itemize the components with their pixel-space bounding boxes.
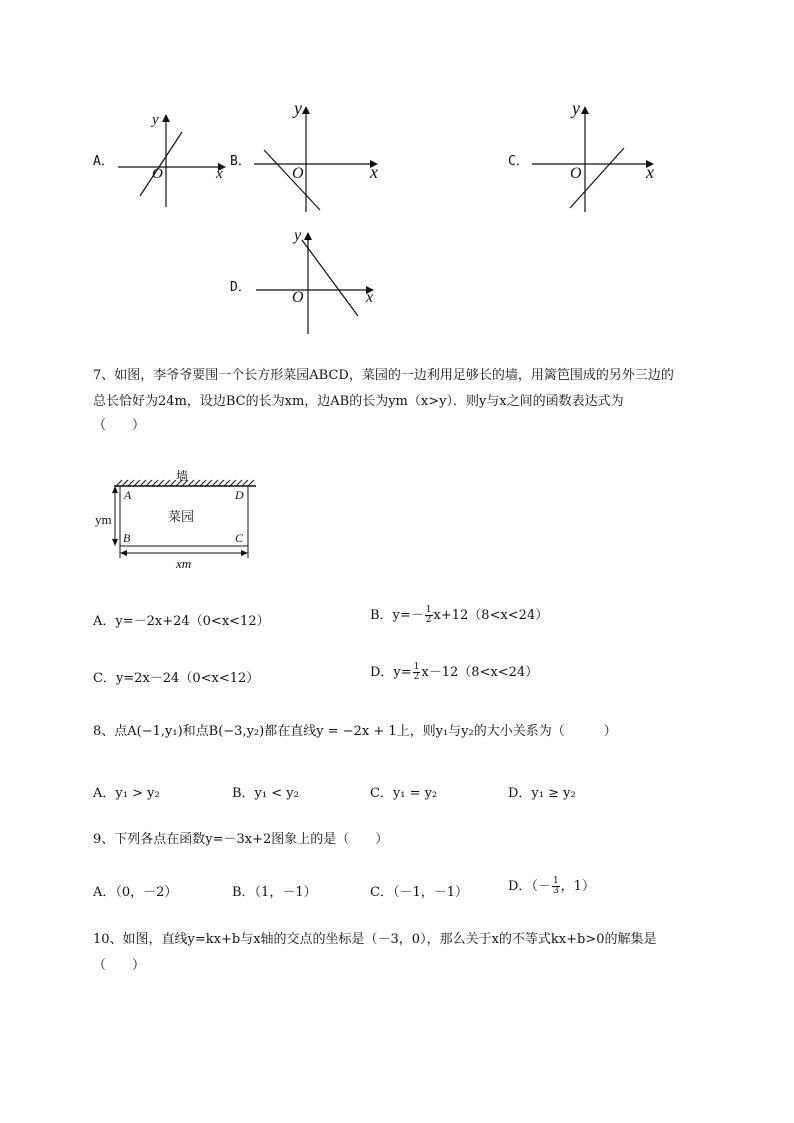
q9-option-d[interactable] (508, 875, 595, 896)
option-a-label: A． (93, 154, 114, 169)
q8-option-d[interactable]: D．y₁ ≥ y₂ (508, 786, 576, 801)
q7-option-b[interactable] (370, 604, 548, 625)
origin-label: O (292, 165, 304, 182)
vertex-d: D (235, 488, 244, 502)
vertex-a: A (124, 488, 132, 502)
axis-y-label: y (572, 98, 580, 118)
question-9-text: 9、下列各点在函数y=－3x+2图象上的是（ ） (93, 832, 389, 847)
origin-label: O (292, 289, 304, 306)
fraction (552, 877, 560, 896)
fraction (425, 606, 433, 625)
q9-option-b[interactable]: B．（1，－1） (232, 885, 317, 900)
graph-line (302, 240, 358, 316)
fraction-denominator: 3 (552, 886, 559, 896)
axis-y-label: y (294, 227, 302, 244)
q9-option-c[interactable]: C．（－1，－1） (370, 885, 468, 900)
q7-option-d-pre: D．y= (370, 665, 412, 680)
question-7-line1: 7、如图，李爷爷要围一个长方形菜园ABCD，菜园的一边利用足够长的墙，用篱笆围成的另外三边的 (93, 368, 674, 383)
question-8-text: 8、点A(−1,y₁)和点B(−3,y₂)都在直线y = −2x + 1上，则y₁与y₂的大小关系为（ ） (93, 724, 617, 739)
origin-label: O (570, 165, 582, 182)
axis-x-label: x (216, 166, 223, 182)
option-c-label: C． (508, 154, 529, 169)
q7-option-c[interactable]: C．y=2x－24（0<x<12） (93, 671, 260, 686)
y-arrow (302, 106, 310, 114)
option-b-label: B． (230, 154, 251, 169)
question-10-blank: （ ） (93, 958, 146, 973)
q9-option-d-post: ，1） (560, 879, 595, 894)
graph-line (140, 132, 182, 196)
q7-option-d-post: x－12（8<x<24） (421, 665, 539, 680)
fraction-numerator: 1 (413, 662, 420, 672)
origin-label: O (152, 166, 163, 182)
y-arrow (162, 114, 170, 122)
axis-x-label: x (370, 162, 378, 182)
garden-figure (95, 466, 274, 576)
fraction-numerator: 1 (425, 605, 432, 615)
q7-option-d[interactable] (370, 661, 538, 682)
garden-label: 菜园 (168, 510, 195, 525)
q8-option-c[interactable]: C．y₁ = y₂ (370, 786, 438, 801)
axis-y-label: y (152, 112, 159, 128)
q9-option-a[interactable]: A．（0，－2） (93, 885, 178, 900)
graph-d (252, 226, 392, 336)
fraction-numerator: 1 (552, 876, 559, 886)
vertex-b: B (123, 531, 131, 545)
wall-label: 墙 (176, 469, 189, 483)
vertex-c: C (235, 531, 244, 545)
y-arrow (304, 232, 312, 240)
graph-c (528, 100, 668, 215)
graph-a (112, 108, 232, 208)
graph-b (250, 100, 390, 215)
axis-y-label: y (294, 98, 302, 118)
fraction-denominator: 2 (425, 615, 432, 625)
axis-x-label: x (366, 289, 374, 306)
q7-option-b-pre: B．y=－ (370, 608, 424, 623)
q8-option-a[interactable]: A．y₁ > y₂ (93, 786, 160, 801)
question-7-line2: 总长恰好为24m，设边BC的长为xm，边AB的长为ym（x>y）．则y与x之间的函数表达式为 (93, 394, 624, 409)
question-10-line1: 10、如图，直线y=kx+b与x轴的交点的坐标是（－3，0），那么关于x的不等式kx+b>0的解集是 (93, 932, 657, 947)
option-d-label: D． (230, 280, 251, 295)
y-arrow (581, 106, 589, 114)
q7-option-a[interactable]: A．y=－2x+24（0<x<12） (93, 614, 270, 629)
question-7-blank: （ ） (93, 418, 146, 433)
fraction (413, 663, 421, 682)
q9-option-d-pre: D．（－ (508, 879, 551, 894)
xm-label: xm (176, 556, 192, 571)
ym-label: ym (95, 512, 112, 527)
q7-option-b-post: x+12（8<x<24） (433, 608, 549, 623)
fraction-denominator: 2 (413, 672, 420, 682)
axis-x-label: x (646, 162, 654, 182)
q8-option-b[interactable]: B．y₁ < y₂ (232, 786, 299, 801)
